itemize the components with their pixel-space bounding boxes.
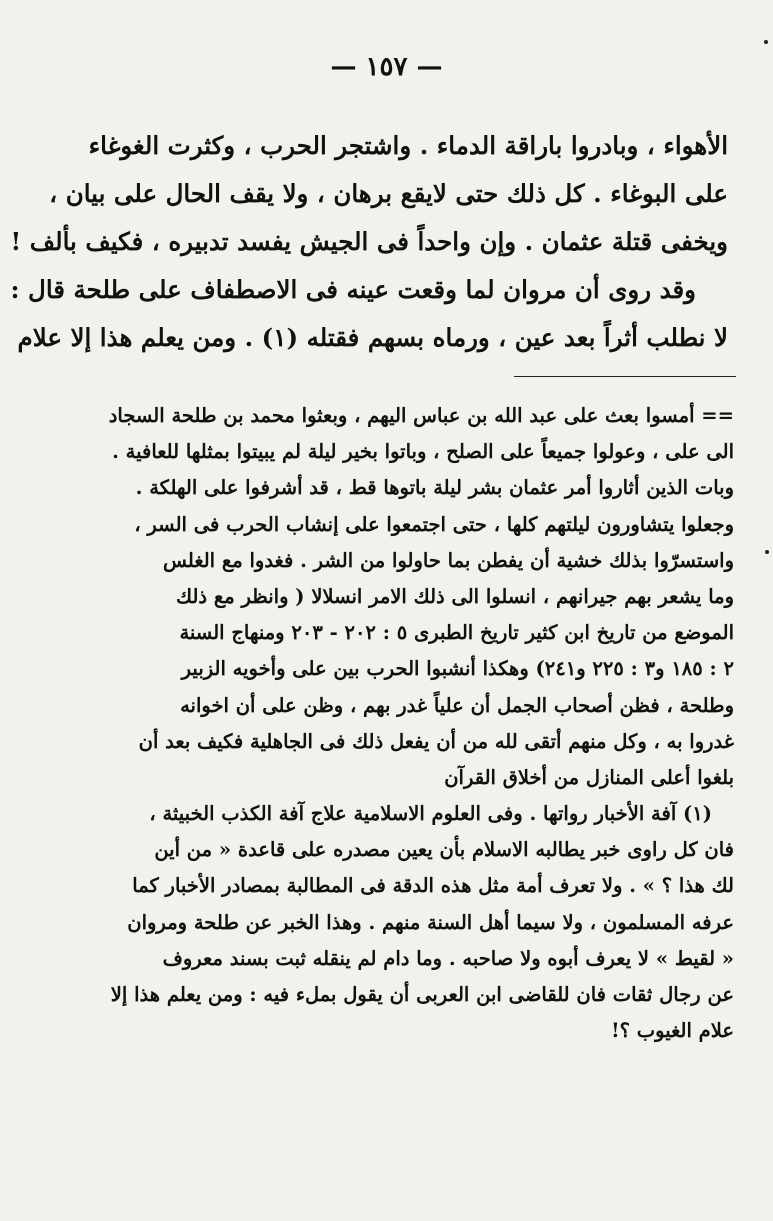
- main-text-block: [10, 122, 728, 362]
- main-text-line: على البوغاء . كل ذلك حتى لايقع برهان ، ولا يقف الحال على بيان ،: [49, 179, 728, 208]
- footnote-1-line: لك هذا ؟ » . ولا تعرف أمة مثل هذه الدقة فى المطالبة بمصادر الأخبار كما: [132, 874, 734, 898]
- main-text-line: لا نطلب أثراً بعد عين ، ورماه بسهم فقتله (١) . ومن يعلم هذا إلا علام: [17, 323, 728, 352]
- scan-speck: [765, 550, 769, 554]
- footnote-1-line: عن رجال ثقات فان للقاضى ابن العربى أن يقول بملء فيه : ومن يعلم هذا إلا: [110, 983, 734, 1006]
- main-text-line: ويخفى قتلة عثمان . وإن واحداً فى الجيش يفسد تدبيره ، فكيف بألف !: [10, 227, 728, 256]
- main-text-line: وقد روى أن مروان لما وقعت عينه فى الاصطفاف على طلحة قال :: [10, 275, 696, 304]
- footnote-1-line: عرفه المسلمون ، ولا سيما أهل السنة منهم . وهذا الخبر عن طلحة ومروان: [127, 910, 734, 934]
- footnote-continued-line: الى على ، وعولوا جميعاً على الصلح ، وباتوا بخير ليلة لم يبيتوا بمثلها للعافية .: [112, 440, 734, 464]
- footnote-1-line: (١) آفة الأخبار رواتها . وفى العلوم الاسلامية علاج آفة الكذب الخبيثة ،: [149, 802, 712, 826]
- footnote-continued-line: == أمسوا بعث على عبد الله بن عباس اليهم ، وبعثوا محمد بن طلحة السجاد: [108, 404, 734, 427]
- footnote-1-line: فان كل راوى خبر يطالبه الاسلام بأن يعين مصدره على قاعدة « من أين: [154, 838, 734, 862]
- footnote-continued-line: بلغوا أعلى المنازل من أخلاق القرآن: [444, 765, 734, 789]
- footnote-continued-line: وما يشعر بهم جيرانهم ، انسلوا الى ذلك الامر انسلالا ( وانظر مع ذلك: [176, 584, 734, 608]
- footnote-continued-line: غدروا به ، وكل منهم أتقى لله من أن يفعل ذلك فى الجاهلية فكيف بعد أن: [138, 729, 734, 753]
- main-text-line: الأهواء ، وبادروا باراقة الدماء . واشتجر الحرب ، وكثرت الغوغاء: [88, 131, 728, 160]
- footnote-continued-line: وجعلوا يتشاورون ليلتهم كلها ، حتى اجتمعوا على إنشاب الحرب فى السر ،: [134, 512, 734, 536]
- footnote-continued-line: واستسرّوا بذلك خشية أن يفطن بما حاولوا من الشر . فغدوا مع الغلس: [163, 548, 734, 572]
- scan-speck: [764, 40, 768, 44]
- footnote-separator: [514, 376, 736, 377]
- footnote-1-line: علام الغيوب ؟!: [611, 1019, 734, 1043]
- footnote-continued-line: ٢ : ١٨٥ و٣ : ٢٢٥ و٢٤١) وهكذا أنشبوا الحرب بين على وأخويه الزبير: [181, 657, 734, 681]
- footnote-continued-line: وبات الذين أثاروا أمر عثمان بشر ليلة باتوها قط ، قد أشرفوا على الهلكة .: [135, 476, 734, 500]
- footnote-1-line: « لقيط » لا يعرف أبوه ولا صاحبه . وما دام لم ينقله ثبت بسند معروف: [162, 946, 734, 970]
- page-number: — ١٥٧ —: [330, 52, 443, 82]
- footnote-continued-line: وطلحة ، فظن أصحاب الجمل أن علياً غدر بهم ، وظن على أن اخوانه: [180, 693, 734, 717]
- footnotes-block: [74, 398, 734, 1049]
- footnote-continued-line: الموضع من تاريخ ابن كثير تاريخ الطبرى ٥ : ٢٠٢ - ٢٠٣ ومنهاج السنة: [179, 621, 734, 645]
